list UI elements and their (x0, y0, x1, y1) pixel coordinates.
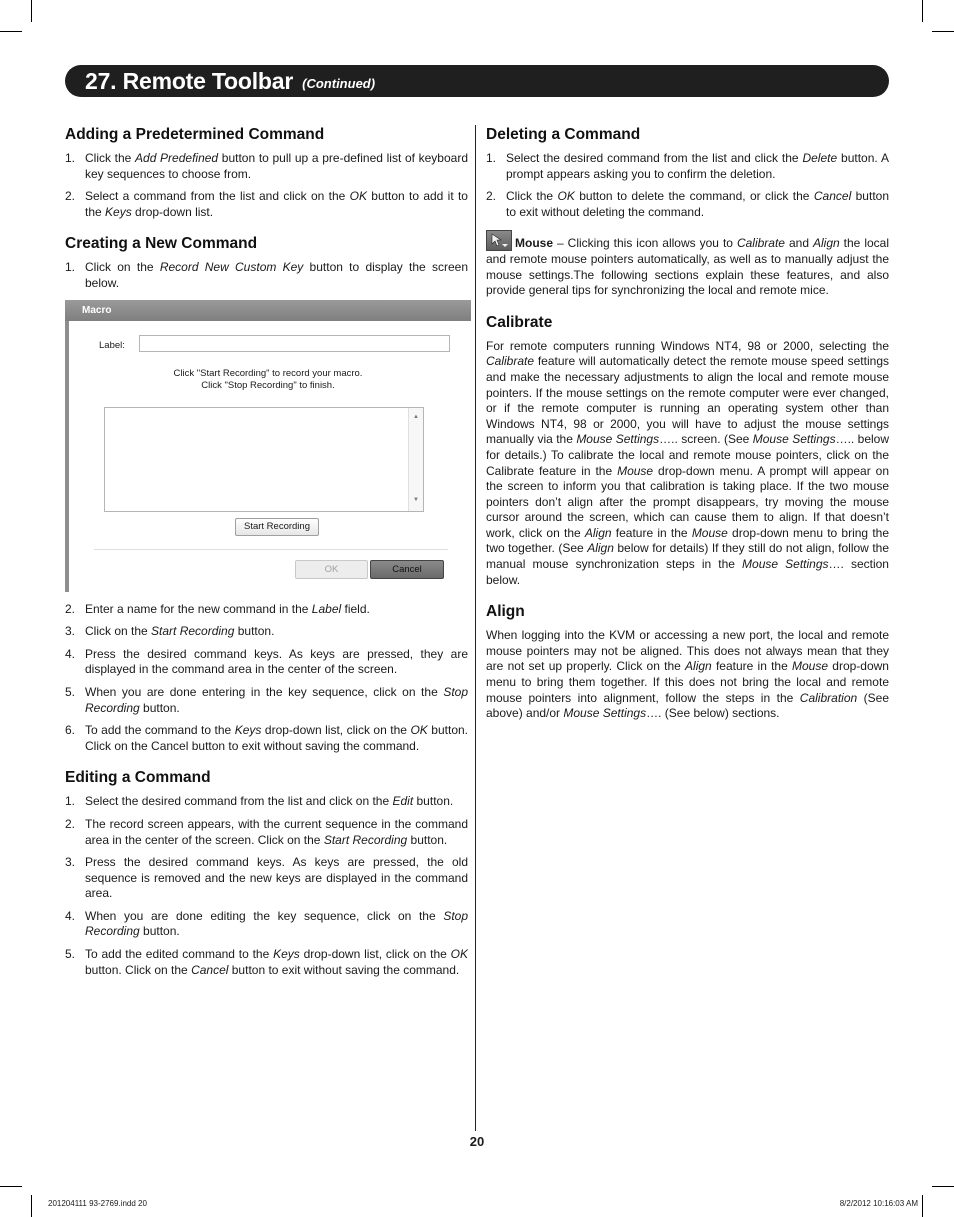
macro-instructions: Click "Start Recording" to record your macro. Click "Stop Recording" to finish. (173, 367, 363, 391)
list-item: 2. Enter a name for the new command in the Label field. (65, 601, 370, 616)
crop-mark (31, 1195, 32, 1217)
list-item: 4. Press the desired command keys. As keys are pressed, they are displayed in the command area in the center of the screen. (65, 646, 468, 677)
creating-steps-list (65, 260, 468, 291)
creating-steps-list-continued (65, 602, 468, 755)
list-item: 2. Click the OK button to delete the command, or click the Cancel button to exit without deleting the command. (486, 189, 889, 219)
macro-dialog-screenshot (65, 300, 467, 592)
align-paragraph: When logging into the KVM or accessing a new port, the local and remote mouse pointers may not be aligned. This does not always mean that they are not set up properly. Click on the Align feature in the Mouse drop-down menu to bring them together. If this does not bring the local and remote mouse pointers into alignment, follow the steps in the Calibration (See above) and/or Mouse Settings…. (See below) sections. (486, 628, 889, 721)
heading-align: Align (486, 603, 525, 621)
macro-label-text: Label: (99, 339, 125, 351)
footer-file-info: 201204111 93-2769.indd 20 (48, 1199, 147, 1208)
right-column (486, 125, 889, 729)
adding-steps-list (65, 151, 468, 220)
section-title: 27. Remote Toolbar (85, 67, 294, 94)
editing-steps-list (65, 794, 468, 978)
list-item: 2. The record screen appears, with the current sequence in the command area in the center of the screen. Click on the Start Recording button. (65, 816, 468, 847)
heading-deleting-command: Deleting a Command (486, 126, 641, 143)
list-item: 4. When you are done editing the key sequence, click on the Stop Recording button. (65, 908, 468, 939)
list-item: 3. Press the desired command keys. As keys are pressed, the old sequence is removed and the new keys are displayed in the command area. (65, 855, 468, 901)
macro-command-area[interactable] (104, 407, 424, 512)
mouse-icon[interactable] (486, 230, 512, 251)
crop-mark (31, 0, 32, 22)
list-item: 1. Select the desired command from the list and click on the Edit button. (65, 794, 454, 809)
column-divider (475, 125, 476, 1131)
crop-mark (922, 0, 923, 22)
list-item: 3. Click on the Start Recording button. (65, 624, 275, 639)
heading-creating-new-command: Creating a New Command (65, 235, 258, 253)
heading-editing-command: Editing a Command (65, 769, 211, 787)
deleting-steps-list (486, 151, 889, 220)
list-item: 6. To add the command to the Keys drop-down list, click on the OK button. Click on the Cancel button to exit without saving the command. (65, 723, 469, 753)
crop-mark (922, 1195, 923, 1217)
scroll-up-icon[interactable]: ▲ (413, 413, 419, 420)
list-item: 1. Select the desired command from the list and click the Delete button. A prompt appears asking you to confirm the deletion. (486, 151, 889, 181)
left-column (65, 125, 468, 985)
macro-cancel-button[interactable]: Cancel (370, 560, 444, 579)
footer-timestamp: 8/2/2012 10:16:03 AM (839, 1199, 918, 1208)
crop-mark (932, 31, 954, 32)
start-recording-button[interactable]: Start Recording (235, 518, 319, 536)
crop-mark (932, 1186, 954, 1187)
page-number: 20 (469, 1134, 485, 1149)
macro-dialog-title: Macro (65, 300, 471, 321)
heading-calibrate: Calibrate (486, 313, 553, 331)
macro-scrollbar[interactable] (408, 408, 423, 511)
mouse-paragraph: Mouse – Clicking this icon allows you to Calibrate and Align the local and remote mouse pointers automatically, as well as to manually adjust the mouse settings.The following sections explain these features, and also provide general tips for synchronizing the local and remote mice. (486, 230, 889, 298)
continued-label: (Continued) (302, 76, 376, 91)
macro-label-input[interactable] (139, 335, 450, 352)
list-item: 5. To add the edited command to the Keys drop-down list, click on the OK button. Click on the Cancel button to exit without saving the command. (65, 947, 468, 977)
macro-ok-button[interactable]: OK (295, 560, 368, 579)
crop-mark (0, 1186, 22, 1187)
macro-separator (94, 549, 448, 550)
list-item: 2. Select a command from the list and click on the OK button to add it to the Keys drop-down list. (65, 189, 468, 219)
scroll-down-icon[interactable]: ▼ (413, 496, 419, 503)
calibrate-paragraph: For remote computers running Windows NT4, 98 or 2000, selecting the Calibrate feature will automatically detect the remote mouse speed settings and make the necessary adjustments to align the local and remote mouse pointers. If the mouse settings on the remote computer were ever changed, or if the remote computer is running an operating system other than Windows NT4, 98 or 2000, you will have to adjust the mouse settings manually via the Mouse Settings….. screen. (See Mouse Settings….. below for details.) To calibrate the local and remote mouse pointers, click on the Calibrate feature in the Mouse drop-down menu. A prompt will appear on the screen to inform you that calibration is taking place. If the two mouse pointers don’t align after the prompt disappears, try moving the mouse cursor around the screen, which can cause them to align. If that doesn’t work, click on the Align feature in the Mouse drop-down menu to bring the two together. (See Align below for details) If they still do not align, follow the manual mouse synchronization steps in the Mouse Settings…. section below. (486, 338, 890, 587)
crop-mark (0, 31, 22, 32)
list-item: 1. Click the Add Predefined button to pull up a pre-defined list of keyboard key sequences to choose from. (65, 151, 468, 181)
list-item: 1. Click on the Record New Custom Key button to display the screen below. (65, 260, 469, 290)
section-header-bar (65, 65, 889, 97)
list-item: 5. When you are done entering in the key sequence, click on the Stop Recording button. (65, 684, 468, 715)
heading-adding-predetermined-command: Adding a Predetermined Command (65, 126, 325, 143)
